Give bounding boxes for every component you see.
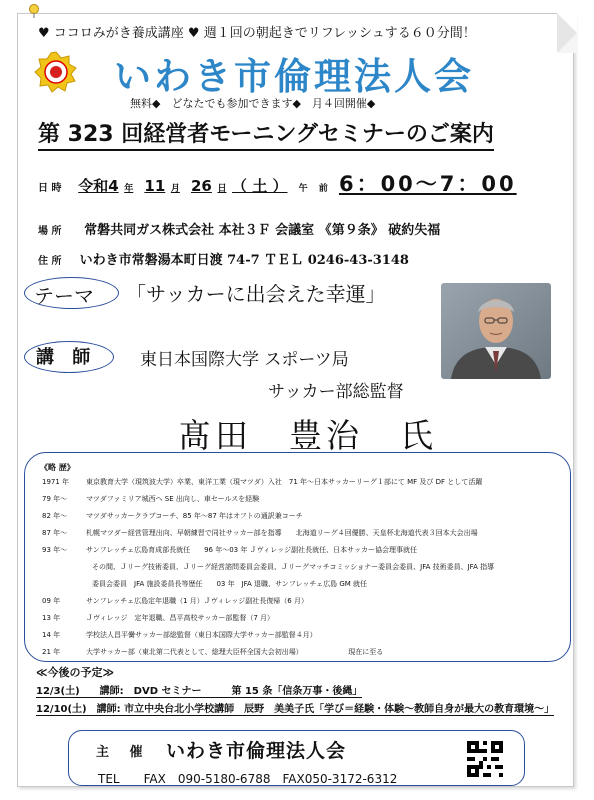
career-text: 札幌マツダー経営管理出向、早朝練習で同社サッカー部を指導 北海道リーグ４回優勝、天皇杯北海道代表３回本大会出場 (86, 529, 478, 537)
career-list (42, 474, 562, 661)
upcoming-heading: ≪今後の予定≫ (36, 666, 115, 679)
host-name: いわき市倫理法人会 (166, 740, 347, 762)
list-item (42, 610, 562, 627)
date-year: 4 (108, 177, 119, 195)
list-item (42, 559, 562, 576)
address-text: いわき市常磐湯本町日渡 74-7 ＴＥＬ 0246-43-3148 (79, 253, 409, 268)
seminar-title: 第 323 回経営者モーニングセミナーのご案内 (38, 117, 494, 151)
date-time: 6：00～7：00 (338, 172, 517, 196)
career-year: 82 年～ (42, 512, 68, 520)
date-month: 11 (144, 177, 166, 195)
career-heading: 《略 歴》 (40, 463, 75, 472)
career-text: 学校法人昌平黌サッカー部総監督（東日本国際大学サッカー部監督４月） (86, 631, 317, 639)
organization-logo-icon (34, 50, 78, 94)
list-item (42, 474, 562, 491)
career-year: 09 年 (42, 597, 61, 605)
career-text: その間、Ｊリーグ技術委員、Ｊリーグ経営諮問委員会委員、Ｊリーグマッチコミッショナー委員会委員、JFA 技術委員、JFA 指導 (92, 563, 495, 571)
date-label: 日 時 (38, 183, 62, 194)
host-label: 主 催 (96, 745, 151, 760)
career-text: マツダサッカークラブコーチ、85 年～87 年はオフトの通訳兼コーチ (86, 512, 303, 520)
career-year: 13 年 (42, 614, 61, 622)
list-item (42, 508, 562, 525)
career-text: マツダファミリア城西へ SE 出向し、車セールスを経験 (86, 495, 260, 503)
list-item (42, 593, 562, 610)
lecturer-affiliation-1: 東日本国際大学 スポーツ局 (140, 350, 349, 370)
date-day: 26 (191, 177, 212, 195)
qr-code-icon[interactable] (467, 741, 503, 777)
subline: 無料◆ どなたでも参加できます◆ 月４回開催◆ (130, 97, 376, 110)
theme-label: テーマ (34, 284, 94, 308)
lecturer-photo (441, 283, 551, 379)
career-year: 93 年～ (42, 546, 68, 554)
career-year: 1971 年 (42, 478, 70, 486)
date-row (38, 168, 517, 198)
career-text: 東京教育大学（現筑波大学）卒業、東洋工業（現マツダ）入社 71 年～日本サッカーリーグ１部にて MF 及び DF として活躍 (86, 478, 483, 486)
career-text: Ｊヴィレッジ 定年退職、昌平高校サッカー部監督（7 月） (86, 614, 275, 622)
theme-text: 「サッカーに出会えた幸運」 (126, 282, 386, 306)
date-day-unit: 日 (217, 184, 227, 194)
list-item (42, 542, 562, 559)
career-text: サンフレッチェ広島育成部長就任 96 年～03 年 Ｊヴィレッジ副社長就任、日本サッカー協会理事就任 (86, 546, 417, 554)
venue-text: 常磐共同ガス株式会社 本社３Ｆ 会議室 《第９条》 破約失福 (84, 223, 441, 238)
career-year: 79 年～ (42, 495, 68, 503)
list-item (42, 644, 562, 661)
career-text: 委員会委員 JFA 施設委員長等歴任 03 年 JFA 退職、サンフレッチェ広島 GM 就任 (92, 580, 368, 588)
venue-label: 場 所 (38, 226, 62, 237)
list-item (42, 576, 562, 593)
date-ampm-b: 前 (318, 184, 328, 194)
lecturer-label: 講 師 (36, 347, 97, 368)
page-curl (557, 13, 577, 53)
list-item (42, 491, 562, 508)
date-year-unit: 年 (124, 184, 134, 194)
venue-row (38, 219, 440, 238)
upcoming-item: 12/10(土) 講師: 市立中央台北小学校講師 辰野 美美子氏「学び＝経験・体験～教師自身が最大の教育環境～」 (36, 700, 554, 716)
address-label: 住 所 (38, 256, 62, 267)
lecturer-name: 髙田 豊治 氏 (178, 416, 437, 455)
list-item (42, 627, 562, 644)
date-weekday: （ 土 ） (232, 177, 288, 195)
organization-title: いわき市倫理法人会 (114, 55, 474, 98)
career-year: 14 年 (42, 631, 61, 639)
career-text: 大学サッカー部（東北第二代表として、総理大臣杯全国大会初出場） 現在に至る (86, 648, 384, 656)
date-month-unit: 月 (170, 184, 180, 194)
address-row (38, 249, 409, 268)
list-item (42, 525, 562, 542)
tagline: ♥ ココロみがき養成講座 ♥ 週１回の朝起きでリフレッシュする６０分間！ (38, 26, 476, 41)
date-ampm-a: 午 (298, 184, 308, 194)
career-year: 87 年～ (42, 529, 68, 537)
pushpin-icon (27, 4, 41, 18)
career-text: サンフレッチェ広島定年退職（1 月）Ｊヴィレッジ副社長復帰（6 月） (86, 597, 308, 605)
lecturer-affiliation-2: サッカー部総監督 (268, 382, 404, 402)
upcoming-item: 12/3(土) 講師: DVD セミナー 第 15 条「信条万事・後縄」 (36, 682, 362, 698)
date-era: 令和 (78, 177, 109, 195)
host-contact: TEL FAX 090-5180-6788 FAX050-3172-6312 (98, 772, 398, 786)
career-year: 21 年 (42, 648, 61, 656)
